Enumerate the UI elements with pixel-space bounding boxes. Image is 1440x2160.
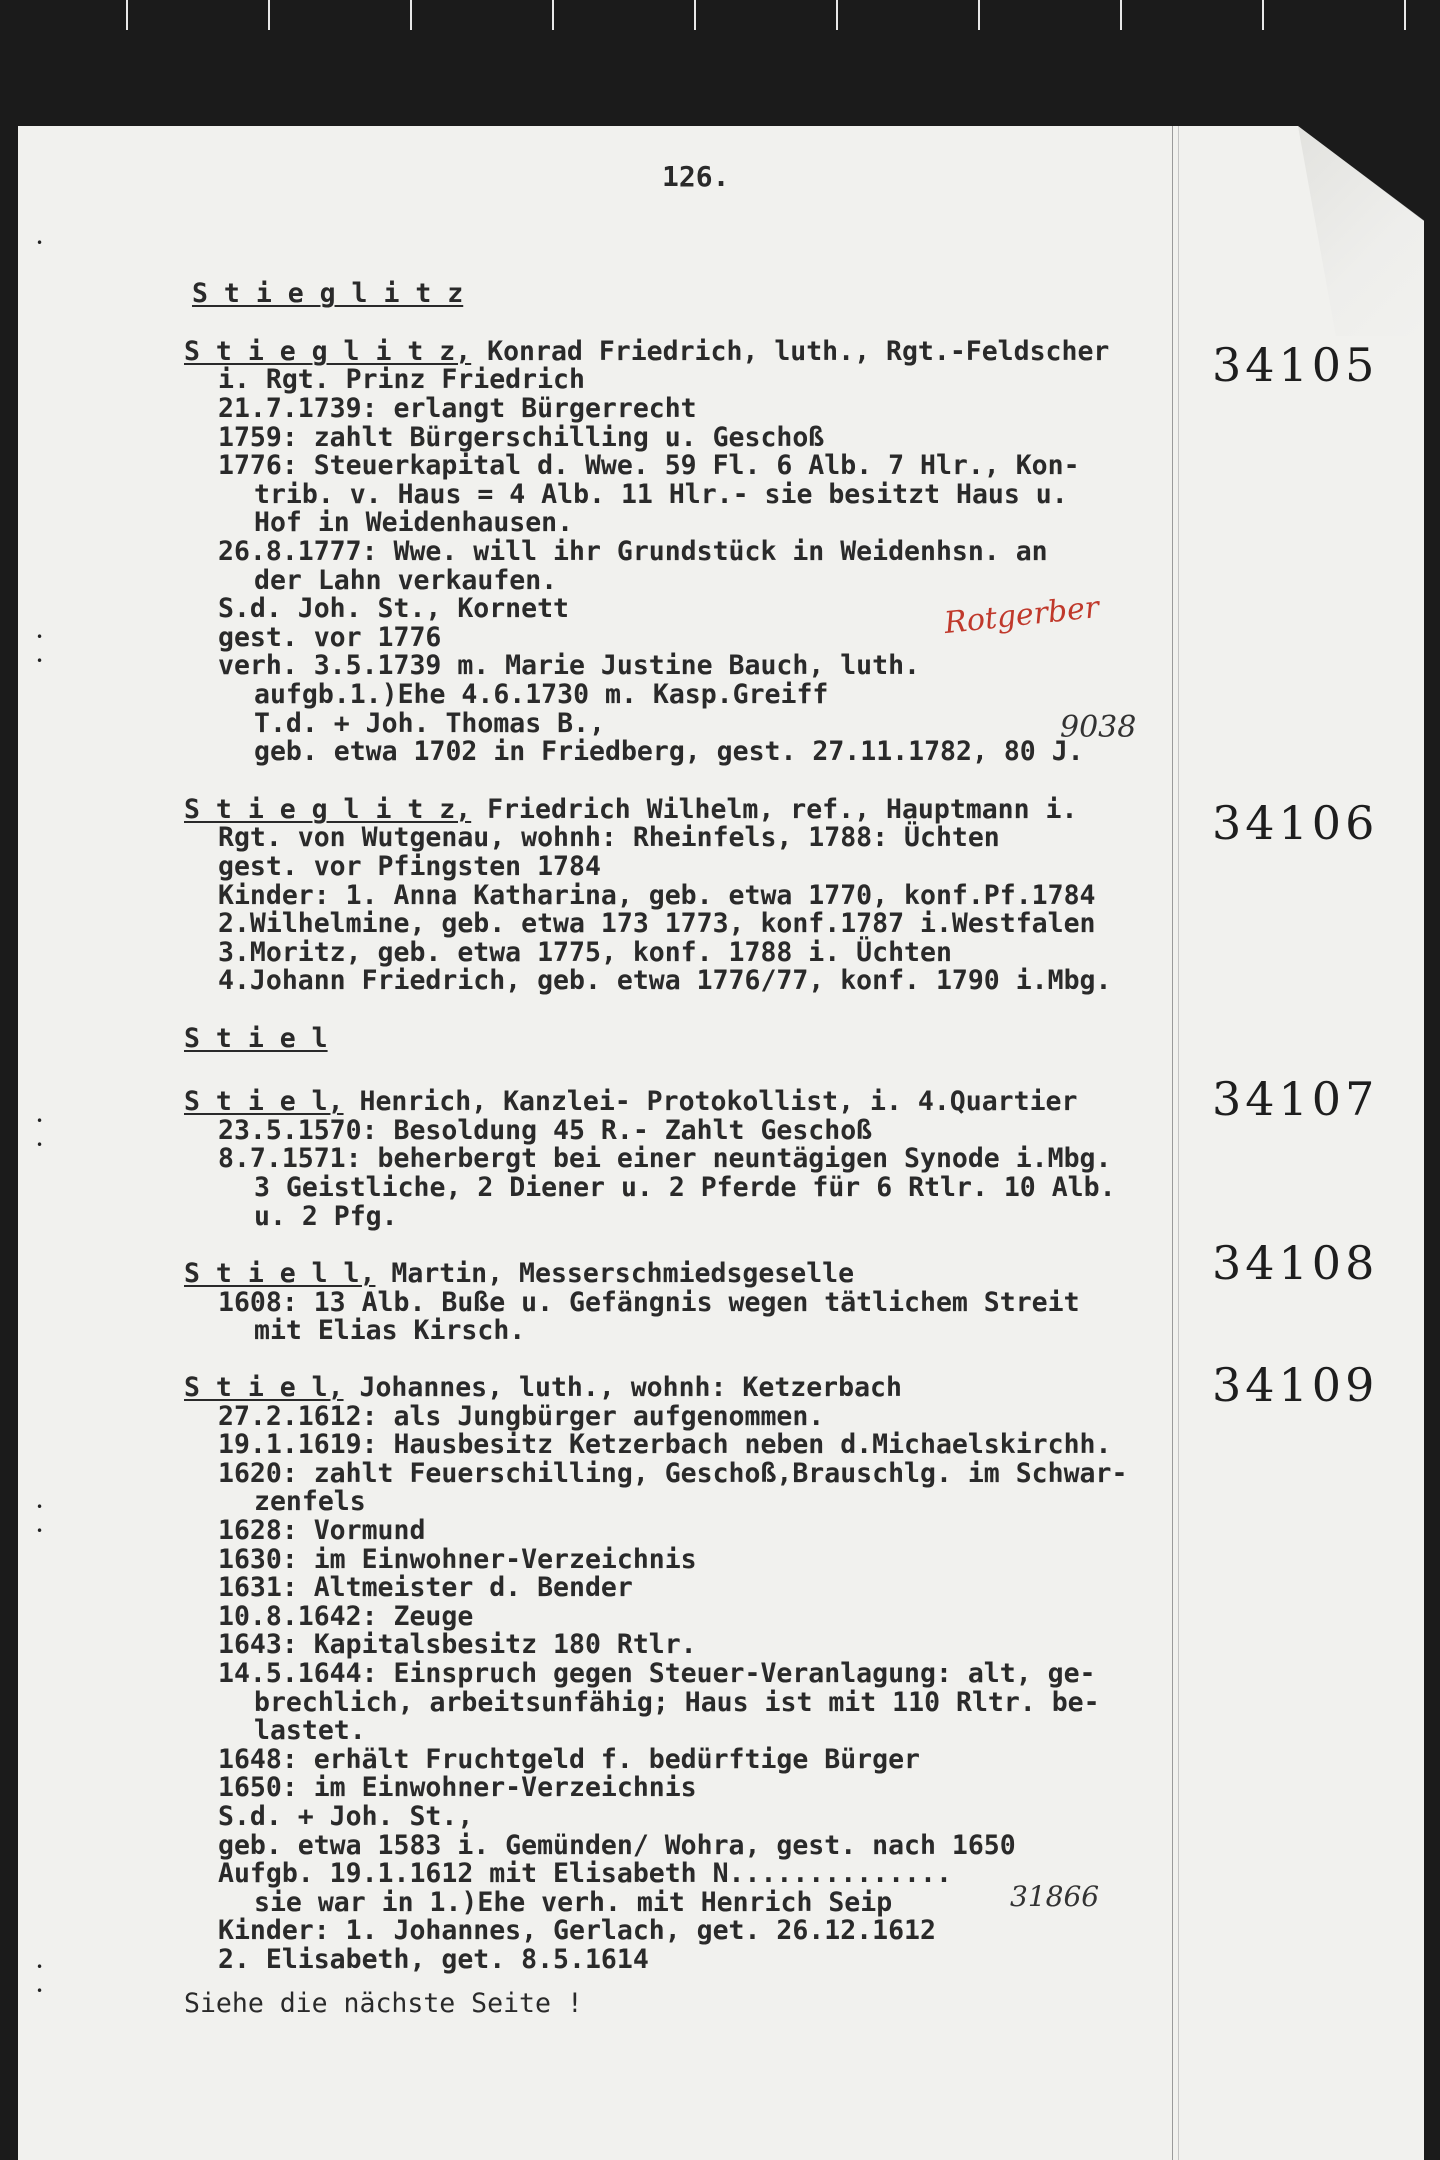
entry-line: 27.2.1612: als Jungbürger aufgenommen. xyxy=(218,1401,825,1432)
entry-line: 1631: Altmeister d. Bender xyxy=(218,1572,633,1603)
entry-name: S t i e l, xyxy=(184,1372,344,1403)
handwritten-note: 31866 xyxy=(1010,1880,1100,1913)
entry-line: 2. Elisabeth, get. 8.5.1614 xyxy=(218,1944,649,1975)
entry-line: 19.1.1619: Hausbesitz Ketzerbach neben d.Michaelskirchh. xyxy=(218,1429,1112,1460)
punch-hole-icon: • xyxy=(36,630,44,644)
entry-line: aufgb.1.)Ehe 4.6.1730 m. Kasp.Greiff xyxy=(254,679,829,710)
punch-hole-icon: • xyxy=(36,1138,44,1152)
punch-hole-icon: • xyxy=(36,1500,44,1514)
punch-hole-icon: • xyxy=(36,1114,44,1128)
entry-line: 14.5.1644: Einspruch gegen Steuer-Veranlagung: alt, ge- xyxy=(218,1658,1096,1689)
entry-line: Kinder: 1. Anna Katharina, geb. etwa 1770, konf.Pf.1784 xyxy=(218,880,1096,911)
ruler-tick xyxy=(1404,0,1406,30)
punch-hole-icon: • xyxy=(36,1524,44,1538)
entry-line: zenfels xyxy=(254,1486,366,1517)
punch-hole-icon: • xyxy=(36,654,44,668)
entry-line: Aufgb. 19.1.1612 mit Elisabeth N.............. xyxy=(218,1858,952,1889)
entry-line: geb. etwa 1702 in Friedberg, gest. 27.11.1782, 80 J. xyxy=(254,736,1084,767)
entry-line: S.d. Joh. St., Kornett xyxy=(218,593,569,624)
entry-number: 34108 xyxy=(1212,1236,1379,1290)
punch-hole-icon: • xyxy=(36,1960,44,1974)
entry-line: sie war in 1.)Ehe verh. mit Henrich Seip xyxy=(254,1887,893,1918)
entry-first-line xyxy=(184,1260,854,1289)
entry-line: 3 Geistliche, 2 Diener u. 2 Pferde für 6 Rtlr. 10 Alb. xyxy=(254,1172,1116,1203)
entry-line: der Lahn verkaufen. xyxy=(254,565,558,596)
entry-line: geb. etwa 1583 i. Gemünden/ Wohra, gest. nach 1650 xyxy=(218,1830,1016,1861)
entry-name: S t i e l l, xyxy=(184,1258,376,1289)
entry-line: Hof in Weidenhausen. xyxy=(254,507,574,538)
punch-hole-icon: • xyxy=(36,1984,44,1998)
entry-line: trib. v. Haus = 4 Alb. 11 Hlr.- sie besitzt Haus u. xyxy=(254,479,1068,510)
entry-line: 1608: 13 Alb. Buße u. Gefängnis wegen tätlichem Streit xyxy=(218,1287,1080,1318)
entry-line: 1648: erhält Fruchtgeld f. bedürftige Bürger xyxy=(218,1744,920,1775)
entry-line: gest. vor 1776 xyxy=(218,622,442,653)
entry-line: gest. vor Pfingsten 1784 xyxy=(218,851,601,882)
footer-note: Siehe die nächste Seite ! xyxy=(184,1988,583,2019)
entry-line: 1759: zahlt Bürgerschilling u. Geschoß xyxy=(218,422,825,453)
entry-line: Kinder: 1. Johannes, Gerlach, get. 26.12.1612 xyxy=(218,1915,936,1946)
entry-line: 1628: Vormund xyxy=(218,1515,426,1546)
entry-first-line xyxy=(184,1374,902,1403)
entry-line: verh. 3.5.1739 m. Marie Justine Bauch, luth. xyxy=(218,650,920,681)
section-heading: S t i e g l i t z xyxy=(192,278,464,309)
ruler-tick xyxy=(1262,0,1264,30)
entry-first-line xyxy=(184,1088,1077,1117)
page-number: 126. xyxy=(662,160,730,193)
entry-line: u. 2 Pfg. xyxy=(254,1201,398,1232)
entry-line: i. Rgt. Prinz Friedrich xyxy=(218,364,585,395)
entry-line: 2.Wilhelmine, geb. etwa 173 1773, konf.1787 i.Westfalen xyxy=(218,908,1096,939)
entry-line: 3.Moritz, geb. etwa 1775, konf. 1788 i. Üchten xyxy=(218,937,952,968)
entry-first-line xyxy=(184,338,1109,367)
document-text xyxy=(184,0,1234,2019)
entry-line: 4.Johann Friedrich, geb. etwa 1776/77, konf. 1790 i.Mbg. xyxy=(218,965,1112,996)
entry-line: lastet. xyxy=(254,1715,366,1746)
entry-number: 34105 xyxy=(1212,338,1379,392)
entry-line: 21.7.1739: erlangt Bürgerrecht xyxy=(218,393,697,424)
entry-line: Konrad Friedrich, luth., Rgt.-Feldscher xyxy=(471,336,1110,367)
entry-line: 1630: im Einwohner-Verzeichnis xyxy=(218,1544,697,1575)
entry-line: 1620: zahlt Feuerschilling, Geschoß,Brauschlg. im Schwar- xyxy=(218,1458,1128,1489)
entry-line: T.d. + Joh. Thomas B., xyxy=(254,708,605,739)
section-heading: S t i e l xyxy=(184,1023,328,1054)
handwritten-red-note: Rotgerber xyxy=(942,589,1101,642)
entry-line: Rgt. von Wutgenau, wohnh: Rheinfels, 1788: Üchten xyxy=(218,822,1000,853)
entry-line: 1650: im Einwohner-Verzeichnis xyxy=(218,1772,697,1803)
entry-line: mit Elias Kirsch. xyxy=(254,1315,526,1346)
punch-hole-icon: • xyxy=(36,236,44,250)
entry-line: 8.7.1571: beherbergt bei einer neuntägigen Synode i.Mbg. xyxy=(218,1143,1112,1174)
entry-number: 34109 xyxy=(1212,1358,1379,1412)
entry-line: 10.8.1642: Zeuge xyxy=(218,1601,474,1632)
entry-line: 26.8.1777: Wwe. will ihr Grundstück in Weidenhsn. an xyxy=(218,536,1048,567)
entry-number: 34106 xyxy=(1212,796,1379,850)
entry-line: 1643: Kapitalsbesitz 180 Rtlr. xyxy=(218,1629,697,1660)
ruler-tick xyxy=(126,0,128,30)
handwritten-note: 9038 xyxy=(1060,710,1137,745)
entry-name: S t i e g l i t z, xyxy=(184,336,472,367)
entry-line: 1776: Steuerkapital d. Wwe. 59 Fl. 6 Alb. 7 Hlr., Kon- xyxy=(218,450,1080,481)
entry-line: Friedrich Wilhelm, ref., Hauptmann i. xyxy=(471,794,1078,825)
entry-line: brechlich, arbeitsunfähig; Haus ist mit 110 Rltr. be- xyxy=(254,1687,1100,1718)
entry-line: 23.5.1570: Besoldung 45 R.- Zahlt Geschoß xyxy=(218,1115,873,1146)
entry-number: 34107 xyxy=(1212,1072,1379,1126)
entry-name: S t i e l, xyxy=(184,1086,344,1117)
entry-line: Henrich, Kanzlei- Protokollist, i. 4.Quartier xyxy=(343,1086,1078,1117)
entry-name: S t i e g l i t z, xyxy=(184,794,472,825)
entry-line: Johannes, luth., wohnh: Ketzerbach xyxy=(343,1372,902,1403)
entry-line: Martin, Messerschmiedsgeselle xyxy=(375,1258,855,1289)
entry-line: S.d. + Joh. St., xyxy=(218,1801,474,1832)
entry-first-line xyxy=(184,796,1077,825)
